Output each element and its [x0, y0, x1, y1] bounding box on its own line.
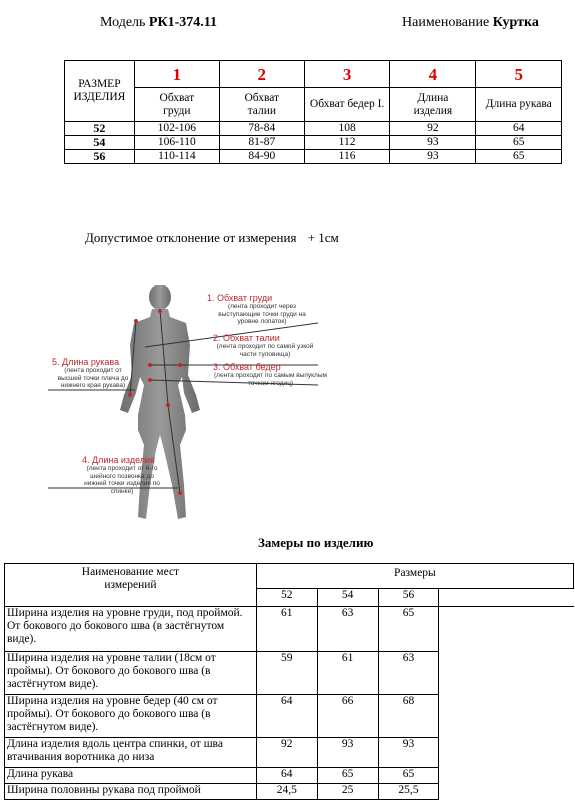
row-value: 64: [256, 695, 317, 738]
col-label-4: Длина изделия: [390, 88, 476, 122]
sizes-header: Размеры: [256, 564, 573, 589]
size-row: [65, 136, 562, 150]
size-col-header: 54: [317, 589, 378, 607]
table-row: [5, 652, 574, 695]
value-cell: 93: [390, 150, 476, 164]
value-cell: 65: [476, 136, 562, 150]
row-value: 65: [378, 768, 439, 784]
row-value: 93: [317, 738, 378, 768]
value-cell: 93: [390, 136, 476, 150]
name-line: [402, 15, 539, 31]
value-cell: 110-114: [134, 150, 219, 164]
measure-table: [4, 563, 574, 800]
size-table: [64, 60, 562, 164]
row-value: 68: [378, 695, 439, 738]
measurement-figure: [0, 285, 340, 525]
row-value: 64: [256, 768, 317, 784]
table-row: [5, 607, 574, 652]
model-line: [100, 15, 217, 31]
value-cell: 112: [304, 136, 390, 150]
row-value: 25,5: [378, 784, 439, 800]
row-value: 25: [317, 784, 378, 800]
col-label-2: Обхват талии: [219, 88, 304, 122]
col-num-1: 1: [134, 61, 219, 88]
value-cell: 65: [476, 150, 562, 164]
size-row: [65, 150, 562, 164]
row-name: Длина изделия вдоль центра спинки, от шва втачивания воротника до низа: [5, 738, 257, 768]
measure-title: Замеры по изделию: [258, 535, 374, 550]
table-row: [5, 784, 574, 800]
col-label-5: Длина рукава: [476, 88, 562, 122]
row-value: 61: [317, 652, 378, 695]
row-value: 65: [317, 768, 378, 784]
size-cell: 56: [65, 150, 135, 164]
name-value: Куртка: [492, 15, 539, 30]
size-cell: 54: [65, 136, 135, 150]
value-cell: 81-87: [219, 136, 304, 150]
value-cell: 92: [390, 122, 476, 136]
row-name: Длина рукава: [5, 768, 257, 784]
row-value: 65: [378, 607, 439, 652]
label-hips: 3. Обхват бедер (лента проходит по самым выпуклым точкам ягодиц): [213, 362, 327, 387]
row-name: Ширина изделия на уровне бедер (40 см от проймы). От бокового до бокового шва (в застёгнутом виде).: [5, 695, 257, 738]
size-cell: 52: [65, 122, 135, 136]
row-name: Ширина изделия на уровне груди, под проймой. От бокового до бокового шва (в застёгнутом виде).: [5, 607, 257, 652]
row-value: 92: [256, 738, 317, 768]
col-num-5: 5: [476, 61, 562, 88]
size-col-header: 56: [378, 589, 439, 607]
label-waist: 2. Обхват талии (лента проходит по самой узкой части туловища): [213, 333, 314, 358]
table-row: [5, 768, 574, 784]
size-col-header: 52: [256, 589, 317, 607]
tolerance-text: Допустимое отклонение от измерения: [85, 230, 297, 245]
value-cell: 102-106: [134, 122, 219, 136]
row-value: 59: [256, 652, 317, 695]
table-row: [5, 695, 574, 738]
label-sleeve: 5. Длина рукава (лента проходит от высшей точки плеча до нижнего края рукава): [52, 357, 129, 389]
row-value: 66: [317, 695, 378, 738]
row-value: 63: [317, 607, 378, 652]
row-value: 63: [378, 652, 439, 695]
value-cell: 106-110: [134, 136, 219, 150]
table-row: [5, 738, 574, 768]
col-num-4: 4: [390, 61, 476, 88]
value-cell: 108: [304, 122, 390, 136]
col-label-1: Обхват груди: [134, 88, 219, 122]
value-cell: 64: [476, 122, 562, 136]
row-value: 61: [256, 607, 317, 652]
tolerance-line: [85, 230, 339, 246]
size-row: [65, 122, 562, 136]
model-value: РК1-374.11: [148, 15, 217, 30]
col-num-2: 2: [219, 61, 304, 88]
size-header: РАЗМЕР ИЗДЕЛИЯ: [65, 61, 135, 122]
col-label-3: Обхват бедер I.: [304, 88, 390, 122]
name-header: Наименование мест измерений: [5, 564, 257, 607]
row-name: Ширина половины рукава под проймой: [5, 784, 257, 800]
label-chest: 1. Обхват груди (лента проходит через выступающие точки груди на уровне лопаток): [207, 293, 306, 325]
value-cell: 116: [304, 150, 390, 164]
value-cell: 84-90: [219, 150, 304, 164]
model-label: Модель: [100, 15, 146, 30]
row-value: 24,5: [256, 784, 317, 800]
row-name: Ширина изделия на уровне талии (18см от проймы). От бокового до бокового шва (в застёгнутом виде).: [5, 652, 257, 695]
name-label: Наименование: [402, 15, 490, 30]
value-cell: 78-84: [219, 122, 304, 136]
label-length: 4. Длина изделия (лента проходит от 6-го шейного позвонка до нижней точки изделия по спинке): [82, 455, 160, 495]
tolerance-value: + 1см: [307, 230, 339, 245]
col-num-3: 3: [304, 61, 390, 88]
row-value: 93: [378, 738, 439, 768]
